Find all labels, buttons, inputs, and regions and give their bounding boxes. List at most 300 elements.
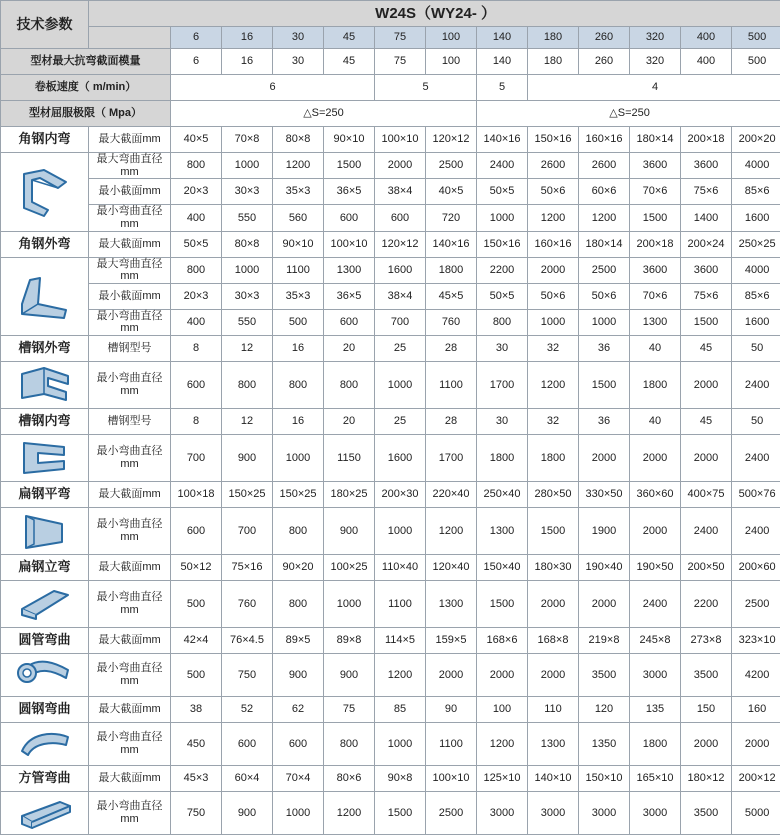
value-5-1-5: 1300: [426, 581, 477, 628]
value-2-1-3: 800: [324, 362, 375, 409]
value-0-2-6: 50×5: [477, 179, 528, 205]
value-2-1-8: 1500: [579, 362, 630, 409]
value-4-0-4: 200×30: [375, 482, 426, 508]
value-1-0-10: 200×24: [681, 231, 732, 257]
value-8-1-3: 1200: [324, 792, 375, 835]
section-row: [1, 508, 780, 555]
value-5-0-9: 190×50: [630, 555, 681, 581]
value-8-1-1: 900: [222, 792, 273, 835]
value-0-1-3: 1500: [324, 153, 375, 179]
value-4-1-10: 2400: [681, 508, 732, 555]
value-8-1-8: 3000: [579, 792, 630, 835]
value-4-0-11: 500×76: [732, 482, 780, 508]
tech-params-header: 技术参数: [1, 1, 89, 49]
value-8-0-4: 90×8: [375, 766, 426, 792]
value-0-2-0: 20×3: [171, 179, 222, 205]
value-7-1-5: 1100: [426, 723, 477, 766]
value-7-0-10: 150: [681, 697, 732, 723]
value-8-1-7: 3000: [528, 792, 579, 835]
yield-row-label: 型材屈服极限（ Mpa）: [1, 101, 171, 127]
value-8-0-10: 180×12: [681, 766, 732, 792]
value-6-0-5: 159×5: [426, 628, 477, 654]
value-4-0-5: 220×40: [426, 482, 477, 508]
value-2-1-10: 2000: [681, 362, 732, 409]
value-1-0-7: 160×16: [528, 231, 579, 257]
row-label-8-0: 最大截面mm: [89, 766, 171, 792]
value-4-1-5: 1200: [426, 508, 477, 555]
value-5-1-3: 1000: [324, 581, 375, 628]
row-label-1-0: 最大截面mm: [89, 231, 171, 257]
section-label-4: 扁钢平弯: [1, 482, 89, 508]
value-1-2-11: 85×6: [732, 283, 780, 309]
value-7-1-11: 2000: [732, 723, 780, 766]
value-8-0-7: 140×10: [528, 766, 579, 792]
value-1-1-5: 1800: [426, 257, 477, 283]
section-row: [1, 257, 780, 283]
value-2-0-3: 20: [324, 336, 375, 362]
value-1-2-9: 70×6: [630, 283, 681, 309]
value-1-0-3: 100×10: [324, 231, 375, 257]
value-4-0-0: 100×18: [171, 482, 222, 508]
value-0-3-0: 400: [171, 205, 222, 231]
value-7-0-4: 85: [375, 697, 426, 723]
spec-value-0-4: 75: [375, 49, 426, 75]
value-5-0-6: 150×40: [477, 555, 528, 581]
value-5-1-4: 1100: [375, 581, 426, 628]
channel-steel-inner-bend-icon: [1, 435, 89, 482]
value-1-3-11: 1600: [732, 309, 780, 335]
value-6-0-7: 168×8: [528, 628, 579, 654]
angle-steel-inner-bend-icon: [1, 153, 89, 232]
section-label-5: 扁钢立弯: [1, 555, 89, 581]
value-4-0-10: 400×75: [681, 482, 732, 508]
value-5-0-8: 190×40: [579, 555, 630, 581]
value-0-3-11: 1600: [732, 205, 780, 231]
value-3-0-5: 28: [426, 409, 477, 435]
spec-row-label-0: 型材最大抗弯截面模量: [1, 49, 171, 75]
value-8-0-8: 150×10: [579, 766, 630, 792]
yield-value-0: △S=250: [171, 101, 477, 127]
section-row: [1, 179, 780, 205]
value-7-0-8: 120: [579, 697, 630, 723]
value-3-0-1: 12: [222, 409, 273, 435]
value-0-3-10: 1400: [681, 205, 732, 231]
value-0-1-1: 1000: [222, 153, 273, 179]
value-4-0-2: 150×25: [273, 482, 324, 508]
section-row: [1, 697, 780, 723]
value-0-2-7: 50×6: [528, 179, 579, 205]
value-8-1-10: 3500: [681, 792, 732, 835]
value-1-1-11: 4000: [732, 257, 780, 283]
value-7-0-1: 52: [222, 697, 273, 723]
angle-steel-outer-bend-icon: [1, 257, 89, 336]
value-7-1-10: 2000: [681, 723, 732, 766]
value-6-0-2: 89×5: [273, 628, 324, 654]
value-0-0-3: 90×10: [324, 127, 375, 153]
model-column-7: 180: [528, 27, 579, 49]
value-6-0-9: 245×8: [630, 628, 681, 654]
value-6-0-4: 114×5: [375, 628, 426, 654]
value-0-1-10: 3600: [681, 153, 732, 179]
value-1-1-9: 3600: [630, 257, 681, 283]
speed-row-label: 卷板速度（ m/min）: [1, 75, 171, 101]
row-label-1-1: 最大弯曲直径mm: [89, 257, 171, 283]
value-1-3-1: 550: [222, 309, 273, 335]
section-row: [1, 409, 780, 435]
value-0-1-9: 3600: [630, 153, 681, 179]
value-0-0-7: 150×16: [528, 127, 579, 153]
value-1-3-4: 700: [375, 309, 426, 335]
value-4-1-11: 2400: [732, 508, 780, 555]
speed-value-2: 5: [477, 75, 528, 101]
value-0-1-11: 4000: [732, 153, 780, 179]
value-0-3-4: 600: [375, 205, 426, 231]
value-1-1-0: 800: [171, 257, 222, 283]
value-1-0-4: 120×12: [375, 231, 426, 257]
row-label-6-1: 最小弯曲直径mm: [89, 654, 171, 697]
flat-steel-flat-bend-icon: [1, 508, 89, 555]
spec-value-0-2: 30: [273, 49, 324, 75]
value-0-2-5: 40×5: [426, 179, 477, 205]
value-3-1-3: 1150: [324, 435, 375, 482]
spec-value-0-7: 180: [528, 49, 579, 75]
value-0-0-8: 160×16: [579, 127, 630, 153]
speed-row: [1, 75, 780, 101]
value-7-1-1: 600: [222, 723, 273, 766]
section-row: [1, 309, 780, 335]
value-0-2-2: 35×3: [273, 179, 324, 205]
value-3-1-4: 1600: [375, 435, 426, 482]
speed-value-3: 4: [528, 75, 780, 101]
value-2-1-1: 800: [222, 362, 273, 409]
value-0-0-11: 200×20: [732, 127, 780, 153]
value-6-1-8: 3500: [579, 654, 630, 697]
row-label-2-0: 槽钢型号: [89, 336, 171, 362]
value-5-0-7: 180×30: [528, 555, 579, 581]
value-0-0-5: 120×12: [426, 127, 477, 153]
value-1-0-1: 80×8: [222, 231, 273, 257]
channel-steel-outer-bend-icon: [1, 362, 89, 409]
section-label-2: 槽钢外弯: [1, 336, 89, 362]
value-4-0-7: 280×50: [528, 482, 579, 508]
value-4-1-3: 900: [324, 508, 375, 555]
value-1-2-6: 50×5: [477, 283, 528, 309]
value-7-0-9: 135: [630, 697, 681, 723]
value-7-1-0: 450: [171, 723, 222, 766]
value-1-2-1: 30×3: [222, 283, 273, 309]
value-0-0-2: 80×8: [273, 127, 324, 153]
value-7-0-0: 38: [171, 697, 222, 723]
value-4-1-7: 1500: [528, 508, 579, 555]
value-2-1-7: 1200: [528, 362, 579, 409]
value-1-3-5: 760: [426, 309, 477, 335]
value-3-0-8: 36: [579, 409, 630, 435]
value-6-0-1: 76×4.5: [222, 628, 273, 654]
value-5-1-9: 2400: [630, 581, 681, 628]
value-6-0-6: 168×6: [477, 628, 528, 654]
section-row: [1, 231, 780, 257]
value-4-1-1: 700: [222, 508, 273, 555]
value-5-0-10: 200×50: [681, 555, 732, 581]
round-tube-bend-icon: [1, 654, 89, 697]
value-5-0-3: 100×25: [324, 555, 375, 581]
speed-value-1: 5: [375, 75, 477, 101]
value-8-1-0: 750: [171, 792, 222, 835]
value-7-1-9: 1800: [630, 723, 681, 766]
value-1-2-4: 38×4: [375, 283, 426, 309]
value-0-2-3: 36×5: [324, 179, 375, 205]
value-1-1-2: 1100: [273, 257, 324, 283]
value-3-0-7: 32: [528, 409, 579, 435]
value-3-0-6: 30: [477, 409, 528, 435]
value-2-0-2: 16: [273, 336, 324, 362]
section-row: [1, 127, 780, 153]
value-6-0-0: 42×4: [171, 628, 222, 654]
row-label-0-0: 最大截面mm: [89, 127, 171, 153]
yield-value-1: △S=250: [477, 101, 780, 127]
value-4-0-8: 330×50: [579, 482, 630, 508]
row-label-4-0: 最大截面mm: [89, 482, 171, 508]
row-label-7-0: 最大截面mm: [89, 697, 171, 723]
value-2-0-1: 12: [222, 336, 273, 362]
value-6-1-3: 900: [324, 654, 375, 697]
spec-value-0-10: 400: [681, 49, 732, 75]
value-7-0-6: 100: [477, 697, 528, 723]
value-2-1-2: 800: [273, 362, 324, 409]
flat-steel-edge-bend-icon: [1, 581, 89, 628]
value-3-0-0: 8: [171, 409, 222, 435]
table-header-row: [1, 1, 780, 27]
section-label-7: 圆钢弯曲: [1, 697, 89, 723]
value-0-0-1: 70×8: [222, 127, 273, 153]
value-3-1-5: 1700: [426, 435, 477, 482]
value-6-1-7: 2000: [528, 654, 579, 697]
row-label-3-0: 槽钢型号: [89, 409, 171, 435]
value-4-0-1: 150×25: [222, 482, 273, 508]
model-title-header: W24S（WY24- ）: [89, 1, 780, 27]
value-4-1-9: 2000: [630, 508, 681, 555]
value-0-3-2: 560: [273, 205, 324, 231]
value-4-1-8: 1900: [579, 508, 630, 555]
model-column-10: 400: [681, 27, 732, 49]
value-1-1-7: 2000: [528, 257, 579, 283]
value-1-1-6: 2200: [477, 257, 528, 283]
value-6-1-11: 4200: [732, 654, 780, 697]
spec-value-0-1: 16: [222, 49, 273, 75]
value-1-0-0: 50×5: [171, 231, 222, 257]
value-0-1-8: 2600: [579, 153, 630, 179]
value-8-0-3: 80×6: [324, 766, 375, 792]
round-steel-bend-icon: [1, 723, 89, 766]
speed-value-0: 6: [171, 75, 375, 101]
value-1-2-8: 50×6: [579, 283, 630, 309]
value-3-1-9: 2000: [630, 435, 681, 482]
value-0-0-4: 100×10: [375, 127, 426, 153]
value-1-2-5: 45×5: [426, 283, 477, 309]
value-3-0-10: 45: [681, 409, 732, 435]
value-5-1-7: 2000: [528, 581, 579, 628]
value-4-0-6: 250×40: [477, 482, 528, 508]
value-0-2-8: 60×6: [579, 179, 630, 205]
section-row: [1, 205, 780, 231]
value-1-0-2: 90×10: [273, 231, 324, 257]
value-1-2-10: 75×6: [681, 283, 732, 309]
value-0-2-9: 70×6: [630, 179, 681, 205]
row-label-8-1: 最小弯曲直径mm: [89, 792, 171, 835]
value-1-2-7: 50×6: [528, 283, 579, 309]
spec-value-0-3: 45: [324, 49, 375, 75]
value-4-1-4: 1000: [375, 508, 426, 555]
value-2-1-11: 2400: [732, 362, 780, 409]
value-2-0-5: 28: [426, 336, 477, 362]
value-8-1-4: 1500: [375, 792, 426, 835]
value-3-1-7: 1800: [528, 435, 579, 482]
row-label-2-1: 最小弯曲直径mm: [89, 362, 171, 409]
spec-value-0-8: 260: [579, 49, 630, 75]
value-0-3-5: 720: [426, 205, 477, 231]
value-8-0-2: 70×4: [273, 766, 324, 792]
spec-value-0-9: 320: [630, 49, 681, 75]
model-column-9: 320: [630, 27, 681, 49]
model-column-2: 30: [273, 27, 324, 49]
value-0-3-7: 1200: [528, 205, 579, 231]
value-2-0-10: 45: [681, 336, 732, 362]
spec-value-0-5: 100: [426, 49, 477, 75]
section-row: [1, 792, 780, 835]
value-4-1-0: 600: [171, 508, 222, 555]
model-column-3: 45: [324, 27, 375, 49]
value-0-3-6: 1000: [477, 205, 528, 231]
value-0-3-8: 1200: [579, 205, 630, 231]
row-label-7-1: 最小弯曲直径mm: [89, 723, 171, 766]
value-1-0-6: 150×16: [477, 231, 528, 257]
model-columns-row: [1, 27, 780, 49]
value-5-0-0: 50×12: [171, 555, 222, 581]
value-8-1-6: 3000: [477, 792, 528, 835]
value-3-0-2: 16: [273, 409, 324, 435]
value-6-0-8: 219×8: [579, 628, 630, 654]
section-row: [1, 555, 780, 581]
value-0-1-7: 2600: [528, 153, 579, 179]
value-7-0-3: 75: [324, 697, 375, 723]
value-7-1-4: 1000: [375, 723, 426, 766]
value-2-0-8: 36: [579, 336, 630, 362]
value-7-1-2: 600: [273, 723, 324, 766]
value-2-1-4: 1000: [375, 362, 426, 409]
model-column-11: 500: [732, 27, 780, 49]
value-5-1-11: 2500: [732, 581, 780, 628]
row-label-1-2: 最小截面mm: [89, 283, 171, 309]
value-0-2-11: 85×6: [732, 179, 780, 205]
row-label-0-1: 最大弯曲直径mm: [89, 153, 171, 179]
value-5-0-1: 75×16: [222, 555, 273, 581]
value-7-1-6: 1200: [477, 723, 528, 766]
value-4-0-3: 180×25: [324, 482, 375, 508]
value-1-2-2: 35×3: [273, 283, 324, 309]
section-label-1: 角钢外弯: [1, 231, 89, 257]
value-2-1-9: 1800: [630, 362, 681, 409]
value-1-1-3: 1300: [324, 257, 375, 283]
section-row: [1, 766, 780, 792]
value-1-3-7: 1000: [528, 309, 579, 335]
row-label-5-0: 最大截面mm: [89, 555, 171, 581]
model-column-8: 260: [579, 27, 630, 49]
model-column-6: 140: [477, 27, 528, 49]
row-label-0-3: 最小弯曲直径mm: [89, 205, 171, 231]
value-6-1-2: 900: [273, 654, 324, 697]
value-5-1-0: 500: [171, 581, 222, 628]
value-1-1-1: 1000: [222, 257, 273, 283]
value-3-1-6: 1800: [477, 435, 528, 482]
value-3-1-1: 900: [222, 435, 273, 482]
value-0-3-1: 550: [222, 205, 273, 231]
section-row: [1, 336, 780, 362]
value-1-1-10: 3600: [681, 257, 732, 283]
value-3-0-4: 25: [375, 409, 426, 435]
value-1-3-3: 600: [324, 309, 375, 335]
value-1-1-8: 2500: [579, 257, 630, 283]
value-8-1-5: 2500: [426, 792, 477, 835]
value-7-0-11: 160: [732, 697, 780, 723]
value-7-1-8: 1350: [579, 723, 630, 766]
value-1-1-4: 1600: [375, 257, 426, 283]
value-0-0-10: 200×18: [681, 127, 732, 153]
value-6-1-6: 2000: [477, 654, 528, 697]
value-7-0-2: 62: [273, 697, 324, 723]
value-7-1-7: 1300: [528, 723, 579, 766]
model-col-spacer: [89, 27, 171, 49]
section-row: [1, 628, 780, 654]
value-1-0-8: 180×14: [579, 231, 630, 257]
value-6-1-1: 750: [222, 654, 273, 697]
value-2-0-9: 40: [630, 336, 681, 362]
value-1-0-11: 250×25: [732, 231, 780, 257]
value-3-1-2: 1000: [273, 435, 324, 482]
section-row: [1, 362, 780, 409]
yield-row: [1, 101, 780, 127]
value-5-0-11: 200×60: [732, 555, 780, 581]
spec-value-0-11: 500: [732, 49, 780, 75]
value-1-0-9: 200×18: [630, 231, 681, 257]
value-1-2-3: 36×5: [324, 283, 375, 309]
value-1-3-10: 1500: [681, 309, 732, 335]
value-6-1-5: 2000: [426, 654, 477, 697]
value-8-1-9: 3000: [630, 792, 681, 835]
value-6-0-3: 89×8: [324, 628, 375, 654]
row-label-6-0: 最大截面mm: [89, 628, 171, 654]
model-column-0: 6: [171, 27, 222, 49]
value-1-3-2: 500: [273, 309, 324, 335]
value-3-0-11: 50: [732, 409, 780, 435]
value-5-0-5: 120×40: [426, 555, 477, 581]
value-2-0-11: 50: [732, 336, 780, 362]
value-7-1-3: 800: [324, 723, 375, 766]
value-0-1-2: 1200: [273, 153, 324, 179]
value-4-0-9: 360×60: [630, 482, 681, 508]
value-8-0-9: 165×10: [630, 766, 681, 792]
value-3-0-9: 40: [630, 409, 681, 435]
value-8-0-5: 100×10: [426, 766, 477, 792]
value-8-1-11: 5000: [732, 792, 780, 835]
value-2-1-6: 1700: [477, 362, 528, 409]
value-1-3-9: 1300: [630, 309, 681, 335]
value-8-0-1: 60×4: [222, 766, 273, 792]
value-3-1-0: 700: [171, 435, 222, 482]
value-0-1-6: 2400: [477, 153, 528, 179]
section-row: [1, 723, 780, 766]
value-7-0-7: 110: [528, 697, 579, 723]
model-column-4: 75: [375, 27, 426, 49]
